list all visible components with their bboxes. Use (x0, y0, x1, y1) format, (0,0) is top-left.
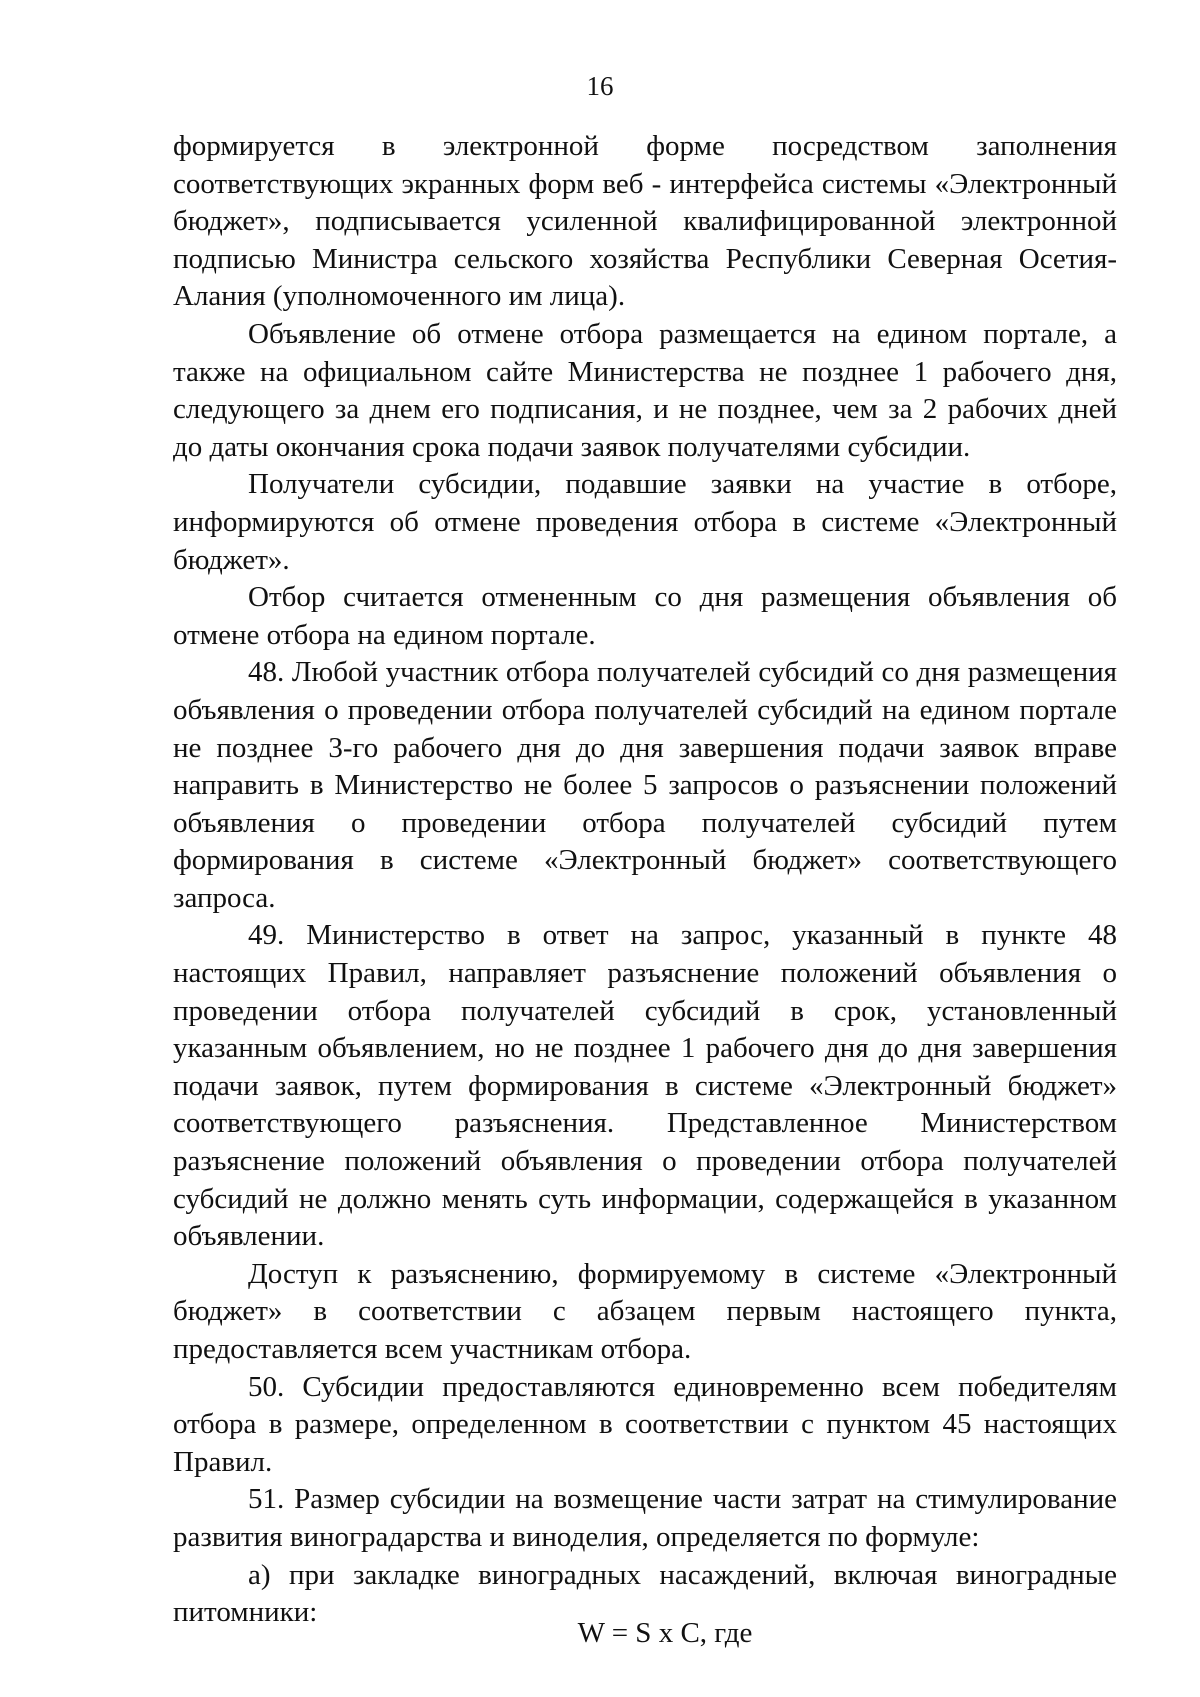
paragraph-clause-50: 50. Субсидии предоставляются единовременно всем победителям отбора в размере, определенном в соответствии с пунктом 45 настоящих Правил. (173, 1370, 1117, 1478)
paragraph-clarification-access: Доступ к разъяснению, формируемому в системе «Электронный бюджет» в соответствии с абзацем первым настоящего пункта, предоставляется всем участникам отбора. (173, 1257, 1117, 1365)
paragraph-cancellation-notice: Объявление об отмене отбора размещается на едином портале, а также на официальном сайте Министерства не позднее 1 рабочего дня, следующего за днем его подписания, и не позднее, чем за 2 рабочих дней до даты окончания срока подачи заявок получателями субсидии. (173, 317, 1117, 463)
paragraph-selection-cancelled: Отбор считается отмененным со дня размещения объявления об отмене отбора на едином портале. (173, 581, 1117, 651)
paragraph-continuation: формируется в электронной форме посредством заполнения соответствующих экранных форм веб - интерфейса системы «Электронный бюджет», подписывается усиленной квалифицированной электронной подписью Министра сельского хозяйства Республики Северная Осетия-Алания (уполномоченного им лица). (173, 130, 1117, 313)
formula: W = S x C, где (577, 1617, 753, 1649)
page-number: 16 (586, 71, 614, 101)
paragraph-clause-48: 48. Любой участник отбора получателей субсидий со дня размещения объявления о проведении отбора получателей субсидий на едином портале не позднее 3-го рабочего дня до дня завершения подачи заявок вправе направить в Министерство не более 5 запросов о разъяснении положений объявления о проведении отбора получателей субсидий путем формирования в системе «Электронный бюджет» соответствующего запроса. (173, 656, 1117, 914)
document-body (173, 128, 1117, 1632)
paragraph-clause-49: 49. Министерство в ответ на запрос, указанный в пункте 48 настоящих Правил, направляет разъяснение положений объявления о проведении отбора получателей субсидий в срок, установленный указанным объявлением, но не позднее 1 рабочего дня до дня завершения подачи заявок, путем формирования в системе «Электронный бюджет» соответствующего разъяснения. Представленное Министерством разъяснение положений объявления о проведении отбора получателей субсидий не должно менять суть информации, содержащейся в указанном объявлении. (173, 919, 1117, 1253)
paragraph-subclause-a: а) при закладке виноградных насаждений, включая виноградные питомники: (173, 1558, 1117, 1629)
paragraph-clause-51: 51. Размер субсидии на возмещение части затрат на стимулирование развития виноградарства и виноделия, определяется по формуле: (173, 1483, 1117, 1553)
paragraph-recipients-informed: Получатели субсидии, подавшие заявки на участие в отборе, информируются об отмене проведения отбора в системе «Электронный бюджет». (173, 468, 1117, 576)
